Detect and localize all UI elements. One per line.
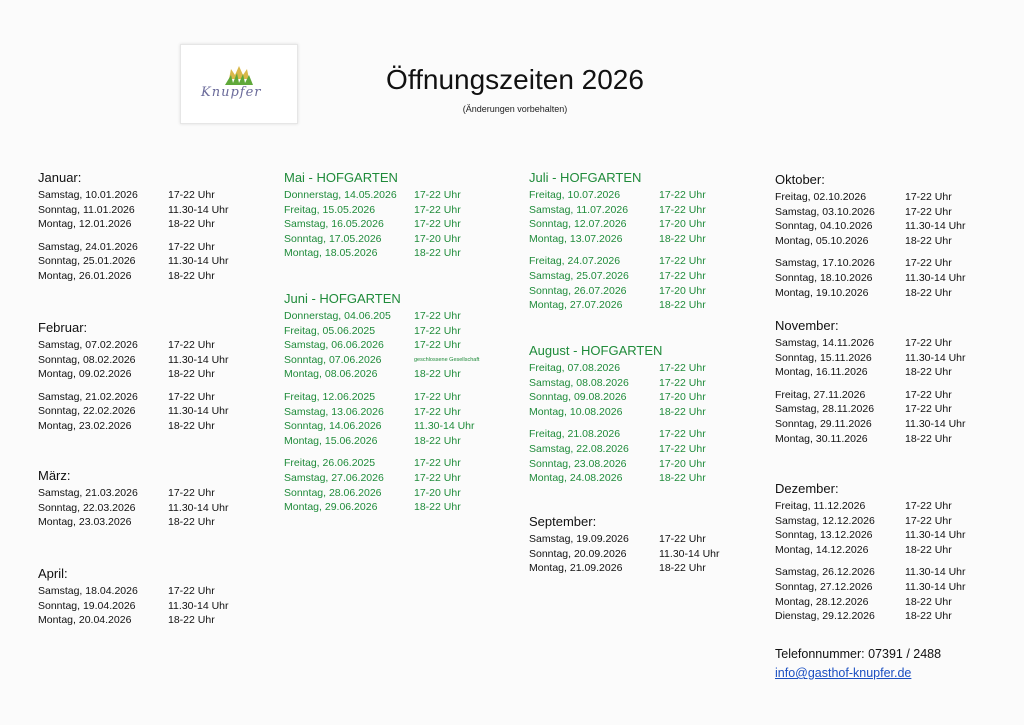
schedule-row <box>38 584 238 599</box>
time-label: geschlossene Gesellschaft <box>414 356 480 363</box>
date-label: Sonntag, 29.11.2026 <box>775 417 872 430</box>
time-label: 18-22 Uhr <box>659 299 706 312</box>
time-label: 18-22 Uhr <box>659 562 706 575</box>
schedule-row <box>284 309 484 324</box>
schedule-row <box>529 203 729 218</box>
date-label: Sonntag, 07.06.2026 <box>284 353 382 366</box>
time-label: 11.30-14 Uhr <box>414 420 475 433</box>
month-section <box>775 318 975 446</box>
time-label: 17-22 Uhr <box>414 390 461 403</box>
date-label: Montag, 20.04.2026 <box>38 614 132 627</box>
date-label: Montag, 24.08.2026 <box>529 472 623 485</box>
schedule-row <box>38 501 238 516</box>
schedule-row <box>529 376 729 391</box>
schedule-row <box>38 353 238 368</box>
schedule-row <box>38 269 238 284</box>
group-spacer <box>775 557 975 565</box>
date-label: Samstag, 18.04.2026 <box>38 585 138 597</box>
schedule-row <box>529 457 729 472</box>
month-heading: Januar: <box>38 170 82 185</box>
schedule-row <box>284 486 484 501</box>
date-label: Sonntag, 28.06.2026 <box>284 486 382 499</box>
time-label: 17-22 Uhr <box>168 240 215 253</box>
date-label: Montag, 29.06.2026 <box>284 501 378 514</box>
schedule-row <box>775 271 975 286</box>
month-heading: November: <box>775 318 839 333</box>
schedule-row <box>775 565 975 580</box>
time-label: 17-22 Uhr <box>414 310 461 322</box>
schedule-row <box>775 219 975 234</box>
schedule-row <box>775 234 975 249</box>
schedule-row <box>775 336 975 351</box>
date-label: Sonntag, 14.06.2026 <box>284 420 382 433</box>
date-label: Samstag, 10.01.2026 <box>38 189 138 201</box>
date-label: Freitag, 27.11.2026 <box>775 388 866 401</box>
date-label: Sonntag, 17.05.2026 <box>284 232 382 245</box>
date-label: Samstag, 12.12.2026 <box>775 514 875 527</box>
time-label: 17-22 Uhr <box>414 405 461 418</box>
schedule-row <box>284 246 484 261</box>
time-label: 17-20 Uhr <box>414 486 461 499</box>
schedule-row <box>775 499 975 514</box>
month-heading: März: <box>38 468 71 483</box>
schedule-row <box>775 417 975 432</box>
date-label: Sonntag, 08.02.2026 <box>38 353 136 366</box>
schedule-row <box>38 217 238 232</box>
schedule-row <box>529 547 729 562</box>
time-label: 17-22 Uhr <box>905 337 952 349</box>
time-label: 18-22 Uhr <box>659 405 706 418</box>
schedule-row <box>529 561 729 576</box>
schedule-row <box>38 254 238 269</box>
date-label: Montag, 18.05.2026 <box>284 247 378 260</box>
logo-text: Knupfer <box>201 85 262 100</box>
schedule-row <box>38 188 238 203</box>
schedule-row <box>775 543 975 558</box>
schedule-row <box>529 532 729 547</box>
time-label: 11.30-14 Uhr <box>905 529 966 542</box>
time-label: 18-22 Uhr <box>168 368 215 381</box>
schedule-row <box>284 188 484 203</box>
time-label: 18-22 Uhr <box>168 269 215 282</box>
schedule-row <box>775 514 975 529</box>
time-label: 18-22 Uhr <box>168 419 215 432</box>
date-label: Sonntag, 15.11.2026 <box>775 351 872 364</box>
time-label: 18-22 Uhr <box>414 434 461 447</box>
time-label: 18-22 Uhr <box>414 501 461 514</box>
schedule-row <box>284 456 484 471</box>
date-label: Montag, 15.06.2026 <box>284 434 378 447</box>
date-label: Freitag, 05.06.2025 <box>284 324 376 337</box>
schedule-row <box>529 427 729 442</box>
date-label: Montag, 13.07.2026 <box>529 232 623 245</box>
month-heading: Dezember: <box>775 481 839 496</box>
date-label: Samstag, 19.09.2026 <box>529 533 629 545</box>
time-label: 17-22 Uhr <box>905 514 952 527</box>
time-label: 11.30-14 Uhr <box>168 255 229 268</box>
month-heading: August - HOFGARTEN <box>529 343 663 358</box>
time-label: 18-22 Uhr <box>168 516 215 529</box>
time-label: 18-22 Uhr <box>905 543 952 556</box>
date-label: Sonntag, 09.08.2026 <box>529 391 627 404</box>
schedule-row <box>775 402 975 417</box>
schedule-row <box>38 419 238 434</box>
time-label: 17-22 Uhr <box>905 205 952 218</box>
date-label: Samstag, 27.06.2026 <box>284 471 384 484</box>
schedule-row <box>284 405 484 420</box>
month-heading: Mai - HOFGARTEN <box>284 170 398 185</box>
time-label: 11.30-14 Uhr <box>905 566 966 579</box>
time-label: 11.30-14 Uhr <box>168 405 229 418</box>
time-label: 17-22 Uhr <box>905 403 952 416</box>
date-label: Samstag, 17.10.2026 <box>775 257 875 270</box>
time-label: 17-22 Uhr <box>659 362 706 374</box>
contact-block <box>775 645 941 683</box>
month-section <box>775 481 975 624</box>
time-label: 17-22 Uhr <box>414 218 461 231</box>
schedule-row <box>38 486 238 501</box>
group-spacer <box>775 248 975 256</box>
date-label: Montag, 23.03.2026 <box>38 516 132 529</box>
schedule-row <box>775 528 975 543</box>
date-label: Freitag, 15.05.2026 <box>284 203 376 216</box>
month-heading: Juli - HOFGARTEN <box>529 170 642 185</box>
schedule-row <box>775 256 975 271</box>
time-label: 17-22 Uhr <box>659 428 706 441</box>
time-label: 17-22 Uhr <box>414 471 461 484</box>
group-spacer <box>529 246 729 254</box>
group-spacer <box>529 419 729 427</box>
date-label: Montag, 27.07.2026 <box>529 299 623 312</box>
date-label: Sonntag, 23.08.2026 <box>529 457 627 470</box>
time-label: 18-22 Uhr <box>905 595 952 608</box>
time-label: 17-22 Uhr <box>659 189 706 201</box>
schedule-row <box>529 269 729 284</box>
logo <box>180 44 298 124</box>
group-spacer <box>284 382 484 390</box>
date-label: Montag, 10.08.2026 <box>529 405 623 418</box>
date-label: Montag, 09.02.2026 <box>38 368 132 381</box>
time-label: 17-22 Uhr <box>414 457 461 470</box>
date-label: Sonntag, 12.07.2026 <box>529 218 627 231</box>
date-label: Montag, 21.09.2026 <box>529 562 623 575</box>
date-label: Samstag, 14.11.2026 <box>775 337 875 349</box>
group-spacer <box>284 448 484 456</box>
date-label: Freitag, 11.12.2026 <box>775 500 866 512</box>
date-label: Samstag, 06.06.2026 <box>284 339 384 352</box>
month-heading: Juni - HOFGARTEN <box>284 291 401 306</box>
time-label: 17-22 Uhr <box>414 324 461 337</box>
time-label: 18-22 Uhr <box>168 614 215 627</box>
time-label: 17-22 Uhr <box>659 269 706 282</box>
schedule-row <box>775 286 975 301</box>
page-title: Öffnungszeiten 2026 <box>386 64 644 95</box>
date-label: Freitag, 12.06.2025 <box>284 390 376 403</box>
date-label: Samstag, 03.10.2026 <box>775 205 875 218</box>
time-label: 17-22 Uhr <box>905 388 952 401</box>
date-label: Sonntag, 13.12.2026 <box>775 529 873 542</box>
schedule-row <box>284 338 484 353</box>
date-label: Montag, 16.11.2026 <box>775 366 868 379</box>
time-label: 17-22 Uhr <box>905 257 952 270</box>
date-label: Freitag, 24.07.2026 <box>529 255 621 268</box>
date-label: Sonntag, 18.10.2026 <box>775 271 873 284</box>
date-label: Donnerstag, 14.05.2026 <box>284 189 397 201</box>
time-label: 17-22 Uhr <box>659 376 706 389</box>
schedule-row <box>775 432 975 447</box>
phone-number: Telefonnummer: 07391 / 2488 <box>775 647 942 661</box>
date-label: Freitag, 07.08.2026 <box>529 362 621 374</box>
date-label: Freitag, 21.08.2026 <box>529 428 621 441</box>
date-label: Sonntag, 27.12.2026 <box>775 580 873 593</box>
time-label: 18-22 Uhr <box>168 218 215 231</box>
month-heading: Februar: <box>38 320 88 335</box>
schedule-row <box>38 338 238 353</box>
time-label: 11.30-14 Uhr <box>168 203 229 216</box>
schedule-row <box>529 442 729 457</box>
time-label: 17-22 Uhr <box>414 203 461 216</box>
date-label: Samstag, 28.11.2026 <box>775 403 875 416</box>
time-label: 17-20 Uhr <box>659 218 706 231</box>
date-label: Samstag, 21.02.2026 <box>38 390 138 403</box>
date-label: Freitag, 26.06.2025 <box>284 457 376 470</box>
schedule-row <box>775 609 975 624</box>
time-label: 18-22 Uhr <box>414 247 461 260</box>
time-label: 11.30-14 Uhr <box>168 353 229 366</box>
date-label: Sonntag, 22.02.2026 <box>38 405 136 418</box>
month-heading: Oktober: <box>775 172 825 187</box>
schedule-row <box>775 205 975 220</box>
date-label: Samstag, 26.12.2026 <box>775 566 875 579</box>
email-link[interactable]: info@gasthof-knupfer.de <box>775 666 912 680</box>
time-label: 17-22 Uhr <box>168 189 215 201</box>
schedule-row <box>775 365 975 380</box>
crown-icon <box>181 45 297 123</box>
schedule-row <box>38 599 238 614</box>
schedule-row <box>775 580 975 595</box>
time-label: 17-22 Uhr <box>905 500 952 512</box>
time-label: 18-22 Uhr <box>659 232 706 245</box>
schedule-row <box>529 471 729 486</box>
group-spacer <box>38 382 238 390</box>
time-label: 18-22 Uhr <box>659 472 706 485</box>
schedule-row <box>38 390 238 405</box>
date-label: Samstag, 08.08.2026 <box>529 376 629 389</box>
date-label: Montag, 28.12.2026 <box>775 595 869 608</box>
schedule-row <box>529 254 729 269</box>
schedule-row <box>284 324 484 339</box>
time-label: 18-22 Uhr <box>905 366 952 379</box>
month-heading: April: <box>38 566 68 581</box>
date-label: Samstag, 07.02.2026 <box>38 339 138 351</box>
date-label: Montag, 12.01.2026 <box>38 218 132 231</box>
date-label: Sonntag, 11.01.2026 <box>38 203 135 216</box>
schedule-row <box>284 471 484 486</box>
date-label: Sonntag, 25.01.2026 <box>38 255 136 268</box>
time-label: 18-22 Uhr <box>905 234 952 247</box>
time-label: 11.30-14 Uhr <box>905 271 966 284</box>
page-subtitle: (Änderungen vorbehalten) <box>462 104 568 114</box>
month-section <box>38 468 238 530</box>
date-label: Samstag, 24.01.2026 <box>38 240 138 253</box>
date-label: Montag, 08.06.2026 <box>284 368 378 381</box>
date-label: Montag, 23.02.2026 <box>38 419 132 432</box>
date-label: Montag, 30.11.2026 <box>775 432 868 445</box>
time-label: 17-22 Uhr <box>168 339 215 351</box>
date-label: Montag, 19.10.2026 <box>775 286 869 299</box>
date-label: Samstag, 16.05.2026 <box>284 218 384 231</box>
time-label: 17-22 Uhr <box>659 255 706 268</box>
schedule-row <box>284 203 484 218</box>
schedule-row <box>529 361 729 376</box>
month-section <box>38 320 238 434</box>
month-heading: September: <box>529 514 597 529</box>
schedule-row <box>529 188 729 203</box>
time-label: 11.30-14 Uhr <box>659 547 720 560</box>
schedule-row <box>284 367 484 382</box>
schedule-row <box>284 353 484 368</box>
date-label: Freitag, 10.07.2026 <box>529 189 621 201</box>
schedule-row <box>38 613 238 628</box>
schedule-row <box>284 232 484 247</box>
time-label: 17-20 Uhr <box>659 284 706 297</box>
schedule-row <box>529 232 729 247</box>
schedule-row <box>284 419 484 434</box>
date-label: Samstag, 21.03.2026 <box>38 487 138 499</box>
date-label: Sonntag, 04.10.2026 <box>775 220 873 233</box>
time-label: 18-22 Uhr <box>414 368 461 381</box>
schedule-row <box>38 240 238 255</box>
schedule-row <box>284 500 484 515</box>
schedule-row <box>38 404 238 419</box>
schedule-row <box>775 351 975 366</box>
date-label: Sonntag, 20.09.2026 <box>529 547 627 560</box>
month-section <box>38 566 238 628</box>
date-label: Samstag, 13.06.2026 <box>284 405 384 418</box>
date-label: Samstag, 25.07.2026 <box>529 269 629 282</box>
date-label: Sonntag, 19.04.2026 <box>38 599 136 612</box>
schedule-row <box>529 217 729 232</box>
schedule-row <box>529 284 729 299</box>
time-label: 17-22 Uhr <box>168 390 215 403</box>
month-section <box>38 170 238 284</box>
time-label: 17-22 Uhr <box>168 585 215 597</box>
time-label: 11.30-14 Uhr <box>905 220 966 233</box>
month-section <box>529 343 729 486</box>
date-label: Samstag, 22.08.2026 <box>529 442 629 455</box>
date-label: Sonntag, 26.07.2026 <box>529 284 627 297</box>
time-label: 17-22 Uhr <box>414 339 461 352</box>
schedule-row <box>284 390 484 405</box>
date-label: Donnerstag, 04.06.205 <box>284 310 391 322</box>
time-label: 11.30-14 Uhr <box>905 351 966 364</box>
time-label: 17-22 Uhr <box>659 533 706 545</box>
time-label: 17-22 Uhr <box>414 189 461 201</box>
month-section <box>529 170 729 313</box>
schedule-row <box>38 515 238 530</box>
date-label: Samstag, 11.07.2026 <box>529 203 629 216</box>
schedule-row <box>38 203 238 218</box>
time-label: 11.30-14 Uhr <box>168 599 229 612</box>
schedule-row <box>775 190 975 205</box>
month-section <box>529 514 729 576</box>
time-label: 18-22 Uhr <box>905 286 952 299</box>
time-label: 11.30-14 Uhr <box>905 417 966 430</box>
date-label: Freitag, 02.10.2026 <box>775 191 867 203</box>
schedule-row <box>529 390 729 405</box>
date-label: Montag, 14.12.2026 <box>775 543 869 556</box>
time-label: 17-20 Uhr <box>659 391 706 404</box>
month-section <box>284 170 484 261</box>
time-label: 17-20 Uhr <box>414 232 461 245</box>
schedule-row <box>529 405 729 420</box>
time-label: 11.30-14 Uhr <box>905 580 966 593</box>
month-section <box>775 172 975 300</box>
schedule-row <box>529 298 729 313</box>
time-label: 17-22 Uhr <box>905 191 952 203</box>
month-section <box>284 291 484 515</box>
time-label: 11.30-14 Uhr <box>168 501 229 514</box>
schedule-row <box>775 388 975 403</box>
date-label: Sonntag, 22.03.2026 <box>38 501 136 514</box>
group-spacer <box>38 232 238 240</box>
date-label: Montag, 26.01.2026 <box>38 269 132 282</box>
time-label: 17-22 Uhr <box>168 487 215 499</box>
time-label: 17-22 Uhr <box>659 203 706 216</box>
date-label: Montag, 05.10.2026 <box>775 234 869 247</box>
schedule-row <box>775 595 975 610</box>
time-label: 18-22 Uhr <box>905 610 952 623</box>
schedule-row <box>284 217 484 232</box>
schedule-row <box>38 367 238 382</box>
time-label: 17-22 Uhr <box>659 442 706 455</box>
time-label: 18-22 Uhr <box>905 432 952 445</box>
time-label: 17-20 Uhr <box>659 457 706 470</box>
date-label: Dienstag, 29.12.2026 <box>775 610 875 623</box>
schedule-row <box>284 434 484 449</box>
group-spacer <box>775 380 975 388</box>
